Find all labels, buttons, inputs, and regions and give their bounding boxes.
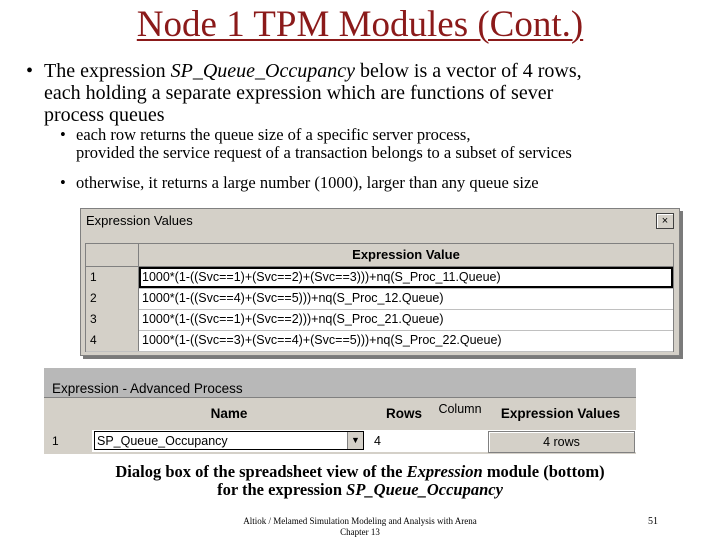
- bullet-main-rest: below is a vector of 4 rows,: [355, 60, 582, 82]
- expression-grid: [85, 243, 674, 352]
- bullet-glyph: •: [26, 60, 34, 82]
- bullet-sub-1-text: [60, 126, 710, 162]
- row-number[interactable]: 4: [86, 330, 139, 351]
- row-number[interactable]: 1: [44, 430, 92, 452]
- column-header-expression-value[interactable]: Expression Value: [352, 247, 460, 262]
- bullet-main-text: [26, 60, 706, 126]
- bullet-main-line3: process queues: [44, 104, 165, 126]
- spreadsheet-title: Expression - Advanced Process: [44, 368, 636, 398]
- table-row[interactable]: [44, 430, 636, 452]
- caption-line1-em: Expression: [406, 462, 483, 481]
- chevron-down-icon[interactable]: ▼: [347, 432, 363, 449]
- grid-corner[interactable]: [86, 244, 139, 266]
- caption-line2-a: for the expression: [217, 480, 347, 499]
- caption-line1-a: Dialog box of the spreadsheet view of the: [115, 462, 407, 481]
- expression-cell[interactable]: 1000*(1-((Svc==4)+(Svc==5)))+nq(S_Proc_12.Queue): [142, 291, 444, 305]
- row-number[interactable]: 1: [86, 267, 139, 288]
- advanced-process-spreadsheet: [44, 368, 636, 454]
- bullet-sub-2: [60, 174, 710, 192]
- grid-header: [86, 244, 673, 267]
- spreadsheet-header: [44, 399, 636, 429]
- table-row[interactable]: [86, 288, 673, 310]
- slide-footer: [200, 516, 520, 538]
- bullet-main-line2: each holding a separate expression which are functions of sever: [44, 82, 554, 104]
- column-header-name[interactable]: Name: [210, 406, 248, 421]
- bullet-main-lead: The expression: [44, 60, 171, 82]
- bullet-sub-1: [60, 126, 710, 162]
- figure-caption: [0, 463, 720, 499]
- column-header-expression-values[interactable]: Expression Values: [500, 406, 621, 421]
- rows-cell[interactable]: 4: [374, 434, 381, 448]
- name-value: SP_Queue_Occupancy: [97, 434, 228, 448]
- bullet-sub-1-line2: provided the service request of a transaction belongs to a subset of services: [76, 143, 572, 162]
- expression-cell[interactable]: 1000*(1-((Svc==1)+(Svc==2)))+nq(S_Proc_21.Queue): [142, 312, 444, 326]
- slide-title: [0, 4, 720, 46]
- bullet-main-em: SP_Queue_Occupancy: [170, 60, 356, 82]
- page-number: 51: [648, 516, 658, 527]
- column-cell[interactable]: [434, 430, 486, 452]
- slide-title-text: Node 1 TPM Modules (Cont.): [136, 4, 584, 45]
- close-button[interactable]: ×: [656, 213, 674, 229]
- column-header-column[interactable]: Column: [438, 402, 482, 416]
- expression-cell[interactable]: 1000*(1-((Svc==1)+(Svc==2)+(Svc==3)))+nq(S_Proc_11.Queue): [139, 267, 673, 288]
- bullet-sub-2-text: otherwise, it returns a large number (1000), larger than any queue size: [76, 173, 539, 192]
- table-row[interactable]: [86, 267, 673, 289]
- footer-line1: Altiok / Melamed Simulation Modeling and Analysis with Arena: [243, 516, 477, 526]
- table-row[interactable]: [86, 309, 673, 331]
- caption-line1-b: module (bottom): [482, 462, 605, 481]
- bullet-glyph: •: [60, 125, 66, 144]
- bullet-main: [26, 60, 706, 126]
- name-field[interactable]: [94, 431, 364, 450]
- bullet-sub-1-line1: each row returns the queue size of a specific server process,: [76, 125, 471, 144]
- dialog-title: Expression Values: [83, 211, 677, 231]
- row-number[interactable]: 3: [86, 309, 139, 330]
- bullet-glyph: •: [60, 173, 66, 192]
- expression-cell[interactable]: 1000*(1-((Svc==3)+(Svc==4)+(Svc==5)))+nq(S_Proc_22.Queue): [142, 333, 502, 347]
- expression-values-button[interactable]: 4 rows: [488, 431, 635, 453]
- row-number[interactable]: 2: [86, 288, 139, 309]
- column-header-rows[interactable]: Rows: [385, 406, 422, 421]
- caption-line2-em: SP_Queue_Occupancy: [346, 480, 503, 499]
- table-row[interactable]: [86, 330, 673, 352]
- footer-line2: Chapter 13: [340, 527, 380, 537]
- expression-values-dialog: [80, 208, 680, 356]
